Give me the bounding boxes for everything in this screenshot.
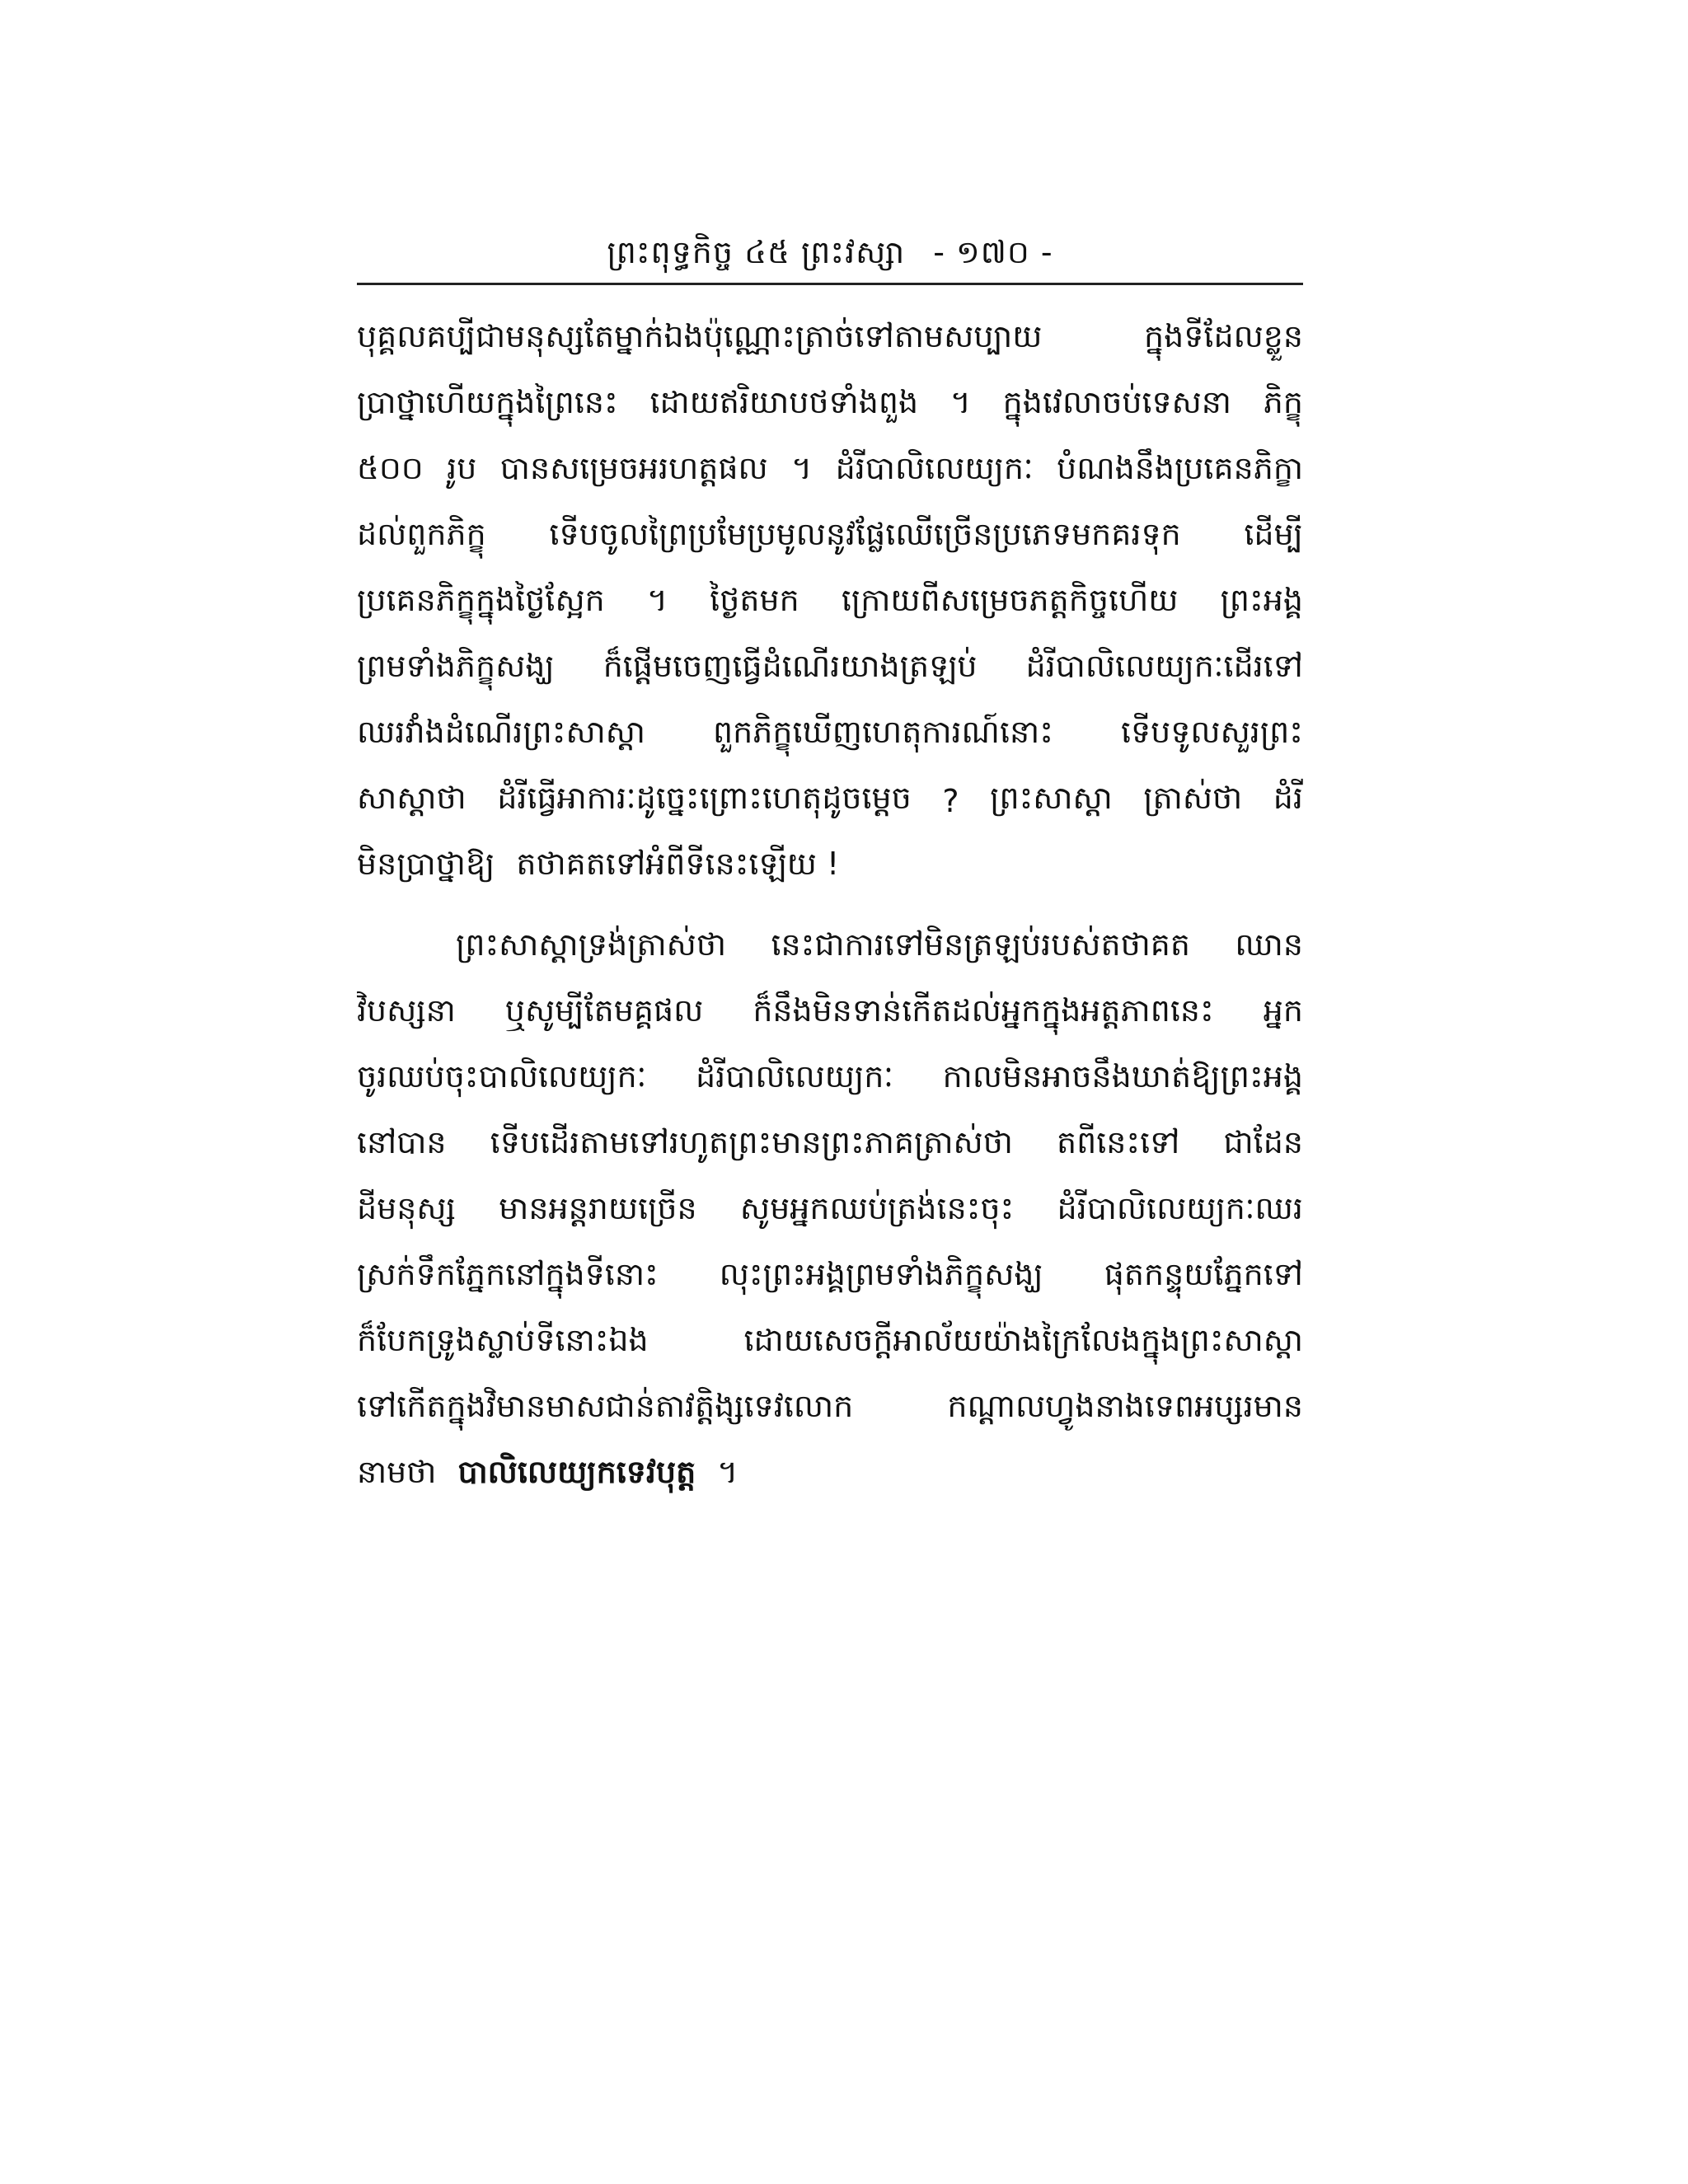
text-segment: ឈរវាំងដំណើរព្រះសាស្ដា: [357, 714, 645, 750]
text-segment: ត្រាស់ថា: [1143, 780, 1243, 816]
text-segment: វិបស្សនា: [357, 992, 456, 1029]
text-segment: ដំរីបាលិលេយ្យកៈ: [835, 450, 1034, 486]
paragraph-2: [357, 915, 1303, 1442]
text-segment: ចូរឈប់ចុះបាលិលេយ្យកៈ: [357, 1058, 647, 1094]
closing-end: ។: [717, 1454, 738, 1490]
text-segment: ថ្ងៃតមក: [710, 582, 799, 618]
text-segment: ព្រះសាស្ដា: [990, 780, 1113, 816]
text-segment: ព្រះសាស្ដាទ្រង់ត្រាស់ថា: [456, 926, 727, 963]
text-segment: ដោយសេចក្ដីអាល័យយ៉ាងក្រៃលែងក្នុងព្រះសាស្ដា: [743, 1322, 1303, 1358]
text-segment: ដល់ពួកភិក្ខុ: [357, 516, 486, 552]
text-segment: ដំរីបាលិលេយ្យកៈ: [695, 1058, 893, 1094]
text-segment: ក៏បែកទ្រូងស្លាប់ទីនោះឯង: [357, 1322, 649, 1358]
text-segment: ដោយឥរិយាបថទាំងពួង: [649, 384, 919, 420]
text-line: [357, 768, 1303, 834]
text-segment: ដំរី: [1273, 780, 1303, 816]
text-line: [357, 834, 1303, 900]
text-segment: ដំរីបាលិលេយ្យកៈឈរ: [1057, 1190, 1303, 1226]
text-segment: ផុតកន្ទុយភ្នែកទៅ: [1104, 1256, 1303, 1292]
text-line: [357, 1047, 1303, 1113]
text-segment: ។: [791, 450, 813, 486]
text-segment: ស្រក់ទឹកភ្នែកនៅក្នុងទីនោះ: [357, 1256, 659, 1292]
text-segment: តថាគតទៅអំពីទីនេះឡើយ !: [516, 846, 840, 882]
text-segment: នេះជាការទៅមិនត្រឡប់របស់តថាគត: [771, 926, 1191, 963]
closing-lead: នាមថា: [357, 1454, 437, 1490]
text-segment: មានអន្តរាយច្រើន: [499, 1190, 697, 1226]
text-segment: តពីនេះទៅ: [1057, 1124, 1180, 1160]
text-segment: អ្នក: [1263, 992, 1303, 1029]
text-segment: សាស្ដាថា: [357, 780, 467, 816]
text-line: [357, 307, 1303, 373]
text-segment: នៅបាន: [357, 1124, 447, 1160]
text-segment: ទើបទូលសួរព្រះ: [1120, 714, 1303, 750]
text-line: [357, 915, 1303, 981]
text-segment: ឬសូម្បីតែមគ្គផល: [504, 992, 704, 1029]
text-segment: ។: [950, 384, 971, 420]
text-segment: ក៏នឹងមិនទាន់កើតដល់អ្នកក្នុងអត្តភាពនេះ: [753, 992, 1214, 1029]
text-segment: ។: [646, 582, 668, 618]
running-header: [357, 231, 1303, 280]
paragraph-gap: [357, 900, 1303, 915]
text-line: [357, 504, 1303, 570]
text-segment: ដើម្បី: [1244, 516, 1303, 552]
text-segment: កណ្ដាលហ្វូងនាងទេពអប្សរមាន: [947, 1388, 1303, 1424]
text-segment: បានសម្រេចអរហត្តផល: [499, 450, 768, 486]
text-segment: ភិក្ខុ: [1263, 384, 1303, 420]
text-segment: ព្រះអង្គ: [1220, 582, 1303, 618]
header-title: ព្រះពុទ្ធកិច្ច ៤៥ ព្រះវស្សា: [607, 234, 906, 270]
text-segment: ប្រាថ្នាហើយក្នុងព្រៃនេះ: [357, 384, 618, 420]
text-segment: ឈាន: [1235, 926, 1303, 963]
text-segment: រូប: [447, 450, 477, 486]
paragraph-1: [357, 307, 1303, 900]
text-segment: ក្នុងវេលាចប់ទេសនា: [1002, 384, 1231, 420]
text-segment: ៥០០: [357, 450, 424, 486]
text-segment: ?: [942, 783, 959, 819]
text-segment: បំណងនឹងប្រគេនភិក្ខា: [1057, 450, 1303, 486]
text-line: [357, 570, 1303, 636]
deity-name: បាលិលេយ្យកទេវបុត្ត: [457, 1454, 696, 1490]
text-line: [357, 1244, 1303, 1310]
header-rule: [357, 283, 1303, 285]
text-line: [357, 981, 1303, 1047]
text-segment: មិនប្រាថ្នាឱ្យ: [357, 846, 495, 882]
text-segment: ទើបចូលព្រៃប្រមែប្រមូលនូវផ្លែឈើច្រើនប្រភេទមកគរទុក: [549, 516, 1181, 552]
text-line: [357, 636, 1303, 702]
text-segment: លុះព្រះអង្គព្រមទាំងភិក្ខុសង្ឃ: [719, 1256, 1043, 1292]
text-line: [357, 1113, 1303, 1179]
page-number: - ១៧០ -: [933, 234, 1053, 270]
text-line: [357, 438, 1303, 504]
text-segment: ព្រមទាំងភិក្ខុសង្ឃ: [357, 648, 555, 684]
text-segment: ទៅកើតក្នុងវិមានមាសជាន់តាវត្តិង្សទេវលោក: [357, 1388, 854, 1424]
text-line: [357, 1179, 1303, 1244]
text-segment: ដីមនុស្ស: [357, 1190, 456, 1226]
text-line: [357, 1310, 1303, 1376]
body-text: [357, 307, 1303, 1508]
text-segment: ដំរីបាលិលេយ្យកៈដើរទៅ: [1025, 648, 1303, 684]
text-segment: ក៏ផ្ដើមចេញធ្វើដំណើរយាងត្រឡប់: [603, 648, 978, 684]
text-segment: ក្រោយពីសម្រេចភត្តកិច្ចហើយ: [841, 582, 1179, 618]
text-segment: សូមអ្នកឈប់ត្រង់នេះចុះ: [739, 1190, 1015, 1226]
text-segment: ទើបដើរតាមទៅរហូតព្រះមានព្រះភាគត្រាស់ថា: [490, 1124, 1013, 1160]
text-line: [357, 373, 1303, 438]
text-segment: ក្នុងទីដែលខ្លួន: [1144, 318, 1303, 354]
text-segment: បុគ្គលគប្បីជាមនុស្សតែម្នាក់ឯងប៉ុណ្ណោះត្រាច់ទៅតាមសប្បាយ: [357, 318, 1043, 354]
text-segment: ជាដែន: [1223, 1124, 1303, 1160]
closing-line: [357, 1442, 1303, 1508]
text-line: [357, 1376, 1303, 1442]
text-line: [357, 702, 1303, 768]
text-segment: កាលមិនអាចនឹងឃាត់ឱ្យព្រះអង្គ: [942, 1058, 1303, 1094]
text-segment: ដំរីធ្វើអាការៈដូច្នេះព្រោះហេតុដូចម្ដេច: [497, 780, 912, 816]
text-segment: ប្រគេនភិក្ខុក្នុងថ្ងៃស្អែក: [357, 582, 605, 618]
text-segment: ពួកភិក្ខុឃើញហេតុការណ៍នោះ: [713, 714, 1053, 750]
